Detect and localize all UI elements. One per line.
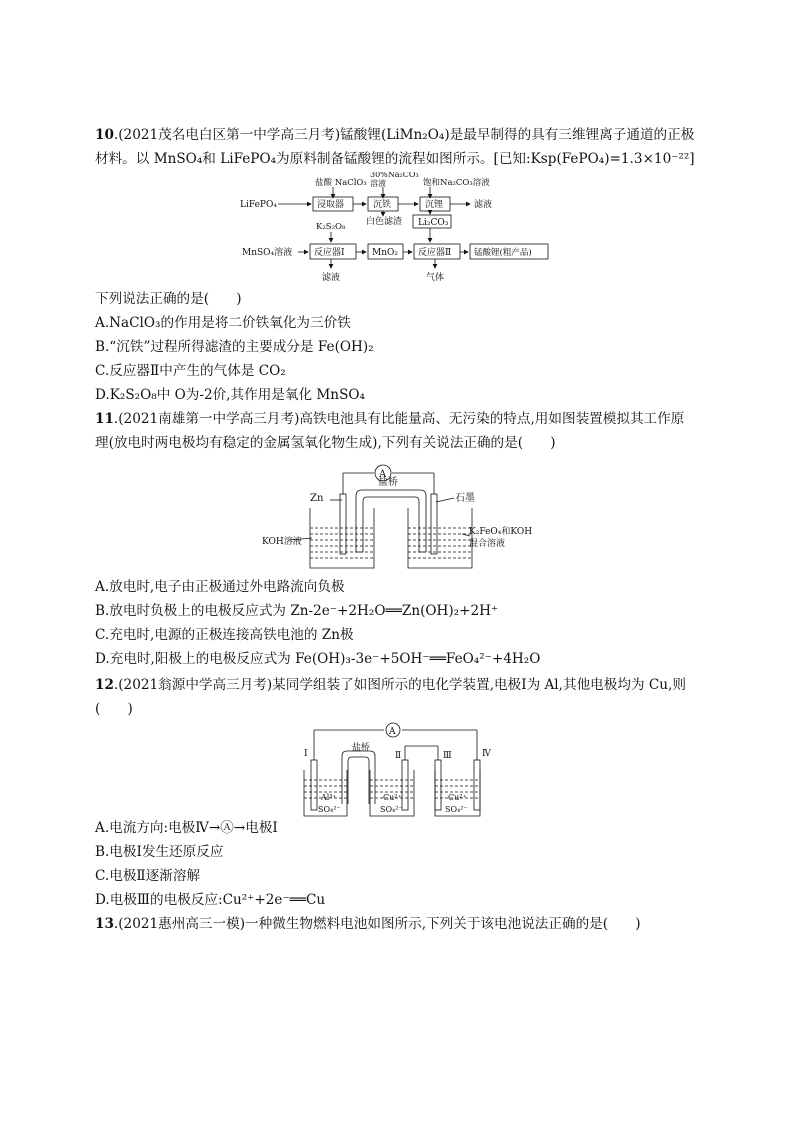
q13-line1: 13.(2021惠州高三一模)一种微生物燃料电池如图所示,下列关于该电池说法正确的是( )	[95, 916, 641, 932]
q12-electrode-1-label: Ⅰ	[304, 749, 308, 759]
flow-box2-label: 沉铁	[373, 200, 392, 210]
q11-zn-label: Zn	[310, 493, 324, 504]
q10-option-b: B.“沉铁”过程所得滤渣的主要成分是 Fe(OH)₂	[95, 339, 374, 355]
flow-reagent3: 饱和Na₂CO₃溶液	[423, 178, 490, 188]
q10-option-a: A.NaClO₃的作用是将二价铁氧化为三价铁	[95, 315, 351, 331]
flow-reagent1: 盐酸 NaClO₃	[315, 178, 367, 188]
q10-flowchart	[238, 172, 558, 286]
flow-box3-label: 沉锂	[425, 200, 444, 210]
q12-ion-cu-2: Cu²⁺	[448, 793, 467, 802]
flow-input2: MnSO₄溶液	[242, 248, 293, 258]
flow-box8-label: 锰酸锂(粗产品)	[474, 248, 532, 258]
flow-out2: 滤液	[322, 273, 341, 283]
q10-number: 10	[95, 127, 114, 143]
q12-option-b: B.电极Ⅰ发生还原反应	[95, 844, 224, 860]
q12-number: 12	[95, 677, 114, 693]
q11-number: 11	[95, 411, 114, 427]
q10-stem: 下列说法正确的是( )	[95, 291, 242, 307]
flow-residue: 白色滤渣	[366, 217, 403, 227]
q11-option-a: A.放电时,电子由正极通过外电路流向负极	[95, 579, 345, 595]
q11-option-c: C.充电时,电源的正极连接高铁电池的 Zn极	[95, 627, 354, 643]
q12-line1: 12.(2021翁源中学高三月考)某同学组装了如图所示的电化学装置,电极Ⅰ为 Al,其他电极均为 Cu,则	[95, 677, 686, 693]
q11-graphite-label: 石墨	[455, 493, 475, 504]
q11-option-b: B.放电时负极上的电极反应式为 Zn-2e⁻+2H₂O══Zn(OH)₂+2H⁺	[95, 603, 499, 619]
q12-ion-cu-1: Cu²⁺	[383, 793, 402, 802]
flow-reagent4: K₂S₂O₈	[316, 222, 346, 232]
flow-reagent2b: 溶液	[370, 179, 386, 188]
q13-number: 13	[95, 916, 114, 932]
q11-right-solution-label1: K₂FeO₄和KOH	[469, 527, 533, 537]
flow-box7-label: 反应器Ⅱ	[418, 248, 452, 258]
q11-battery-figure	[262, 460, 542, 575]
flow-box5-label: 反应器Ⅰ	[314, 248, 345, 258]
q12-line2: ( )	[95, 701, 133, 717]
q12-electrode-2-label: Ⅱ	[395, 751, 402, 761]
q12-electrode-4-label: Ⅳ	[482, 749, 491, 759]
q11-line1: 11.(2021南雄第一中学高三月考)高铁电池具有比能量高、无污染的特点,用如图装置模拟其工作原	[95, 411, 685, 427]
flow-out3: 气体	[426, 273, 445, 283]
q12-meter-label: A	[389, 727, 396, 737]
q12-option-c: C.电极Ⅱ逐渐溶解	[95, 868, 201, 884]
q12-option-a: A.电流方向:电极Ⅳ→Ⓐ→电极Ⅰ	[95, 820, 278, 836]
flow-input1: LiFePO₄	[240, 200, 277, 210]
q11-right-solution-label2: 混合溶液	[469, 539, 506, 549]
q12-electrode-3-label: Ⅲ	[443, 751, 452, 761]
q11-option-d: D.充电时,阳极上的电极反应式为 Fe(OH)₃-3e⁻+5OH⁻══FeO₄²⁻+4H₂O	[95, 651, 541, 667]
q12-ion-so4-2: SO₄²⁻	[380, 805, 403, 814]
q12-ion-so4-3: SO₄²⁻	[445, 805, 468, 814]
flow-box1-label: 浸取器	[317, 200, 345, 210]
q11-bridge-label: 盐桥	[378, 477, 398, 488]
q12-ion-so4-1: SO₄²⁻	[318, 805, 341, 814]
flow-reagent2: 30%Na₂CO₃	[370, 172, 419, 179]
q11-line2: 理(放电时两电极均有稳定的金属氢氧化物生成),下列有关说法正确的是( )	[95, 435, 556, 451]
flow-box4-label: Li₂CO₃	[418, 218, 449, 228]
q10-line2: 材料。以 MnSO₄和 LiFePO₄为原料制备锰酸锂的流程如图所示。[已知:Ksp(FePO₄)=1.3×10⁻²²]	[95, 151, 695, 167]
q12-cell-figure	[292, 720, 507, 820]
q10-option-c: C.反应器Ⅱ中产生的气体是 CO₂	[95, 363, 286, 379]
q10-option-d: D.K₂S₂O₈中 O为-2价,其作用是氧化 MnSO₄	[95, 387, 365, 403]
q12-bridge-label: 盐桥	[352, 743, 371, 753]
q11-meter-label: A	[379, 469, 387, 480]
q12-option-d: D.电极Ⅲ的电极反应:Cu²⁺+2e⁻══Cu	[95, 892, 326, 908]
flow-box6-label: MnO₂	[372, 248, 398, 258]
flow-out1: 滤液	[474, 200, 493, 210]
q11-left-solution-label: KOH溶液	[262, 537, 302, 547]
q10-line1: 10.(2021茂名电白区第一中学高三月考)锰酸锂(LiMn₂O₄)是最早制得的具有三维锂离子通道的正极	[95, 127, 695, 143]
q12-ion-al: Al³⁺	[321, 793, 337, 802]
